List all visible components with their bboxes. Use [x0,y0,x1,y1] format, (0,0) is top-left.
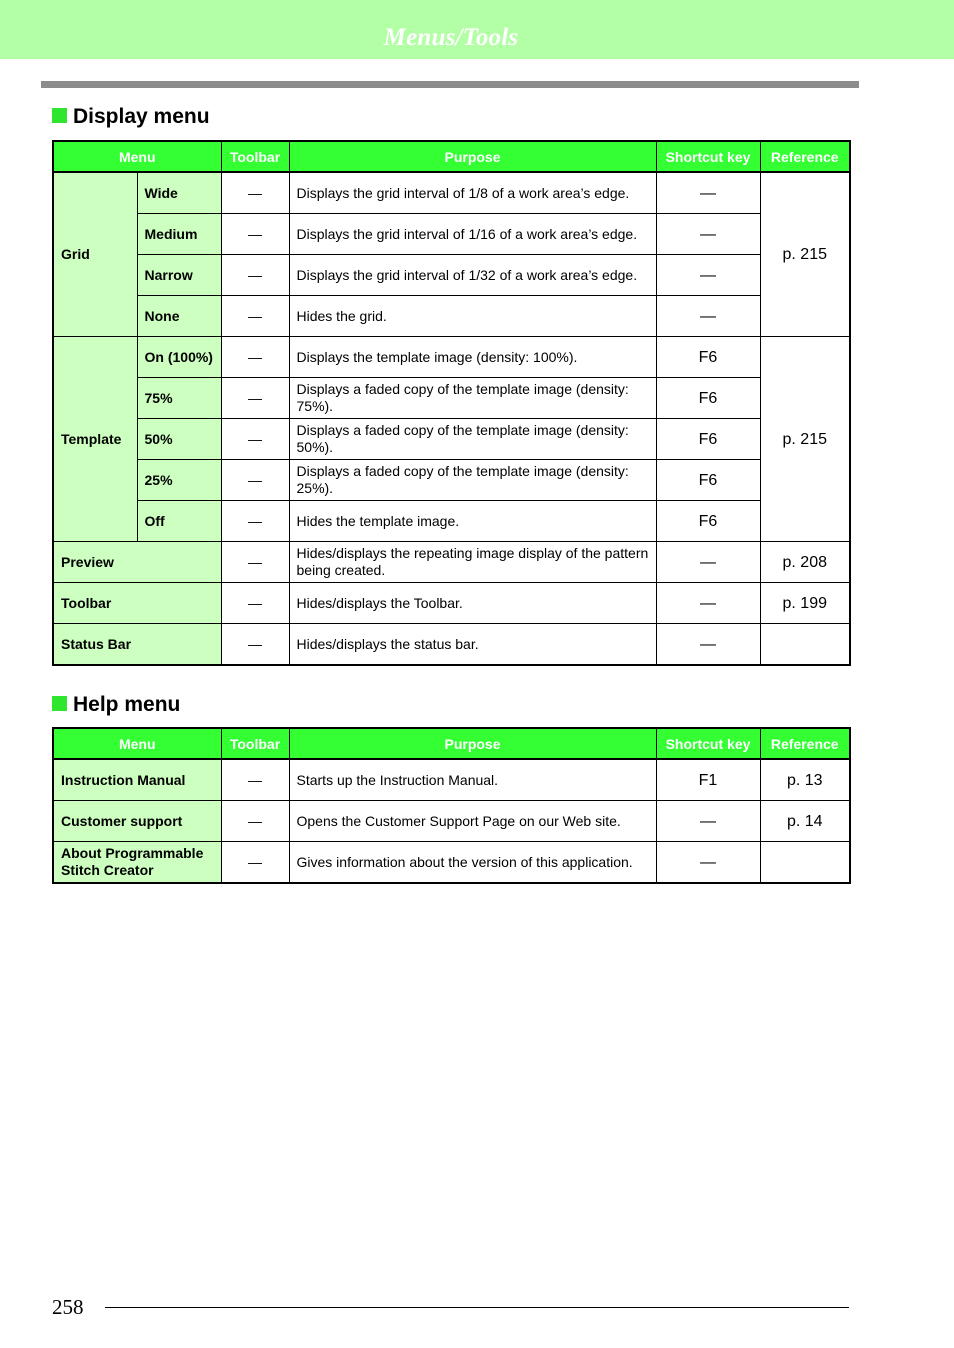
shortcut-cell: — [656,255,760,296]
toolbar-cell: — [221,172,289,214]
table-row [53,378,850,419]
display-menu-heading [52,104,210,130]
toolbar-cell: — [221,214,289,255]
menu-item: Off [137,501,221,542]
shortcut-cell: — [656,296,760,337]
table-row [53,759,850,801]
shortcut-cell: — [656,583,760,624]
reference-cell [760,842,850,884]
toolbar-cell: — [221,759,289,801]
table-row [53,337,850,378]
menu-item: On (100%) [137,337,221,378]
display-menu-table [52,140,851,666]
square-bullet-icon [52,108,67,123]
column-header-menu: Menu [53,141,221,172]
shortcut-cell: — [656,542,760,583]
page-header-title: Menus/Tools [383,24,519,51]
menu-item-customer-support: Customer support [53,801,221,842]
reference-cell: p. 199 [760,583,850,624]
table-row [53,460,850,501]
menu-item: Narrow [137,255,221,296]
purpose-cell: Hides/displays the repeating image display of the pattern being created. [289,542,656,583]
menu-item: None [137,296,221,337]
purpose-cell: Opens the Customer Support Page on our Web site. [289,801,656,842]
shortcut-cell: — [656,624,760,666]
reference-cell: p. 13 [760,759,850,801]
toolbar-cell: — [221,296,289,337]
menu-item: Wide [137,172,221,214]
table-row [53,255,850,296]
purpose-cell: Displays a faded copy of the template image (density: 75%). [289,378,656,419]
shortcut-cell: F6 [656,501,760,542]
toolbar-cell: — [221,842,289,884]
menu-item-status-bar: Status Bar [53,624,221,666]
column-header-reference: Reference [760,141,850,172]
purpose-cell: Hides/displays the status bar. [289,624,656,666]
column-header-purpose: Purpose [289,728,656,759]
column-header-menu: Menu [53,728,221,759]
table-row [53,172,850,214]
purpose-cell: Hides/displays the Toolbar. [289,583,656,624]
column-header-shortcut-key: Shortcut key [656,141,760,172]
table-row [53,801,850,842]
purpose-cell: Displays a faded copy of the template image (density: 25%). [289,460,656,501]
table-row [53,624,850,666]
table-row [53,501,850,542]
column-header-reference: Reference [760,728,850,759]
table-row [53,296,850,337]
help-menu-heading-text: Help menu [73,693,181,716]
toolbar-cell: — [221,378,289,419]
toolbar-cell: — [221,624,289,666]
purpose-cell: Displays the template image (density: 100%). [289,337,656,378]
menu-item: 75% [137,378,221,419]
table-header-row [53,141,850,172]
purpose-cell: Displays the grid interval of 1/16 of a work area’s edge. [289,214,656,255]
menu-item-instruction-manual: Instruction Manual [53,759,221,801]
column-header-purpose: Purpose [289,141,656,172]
toolbar-cell: — [221,337,289,378]
purpose-cell: Hides the template image. [289,501,656,542]
shortcut-cell: F6 [656,460,760,501]
menu-item: Medium [137,214,221,255]
purpose-cell: Displays a faded copy of the template image (density: 50%). [289,419,656,460]
menu-item-about: About Programmable Stitch Creator [53,842,221,884]
header-divider [41,81,859,88]
table-row [53,842,850,884]
shortcut-cell: F6 [656,337,760,378]
toolbar-cell: — [221,419,289,460]
footer-divider [105,1307,849,1308]
column-header-shortcut-key: Shortcut key [656,728,760,759]
purpose-cell: Displays the grid interval of 1/32 of a work area’s edge. [289,255,656,296]
purpose-cell: Gives information about the version of this application. [289,842,656,884]
shortcut-cell: — [656,214,760,255]
table-row [53,214,850,255]
purpose-cell: Hides the grid. [289,296,656,337]
table-header-row [53,728,850,759]
reference-cell: p. 208 [760,542,850,583]
purpose-cell: Displays the grid interval of 1/8 of a work area’s edge. [289,172,656,214]
shortcut-cell: F1 [656,759,760,801]
column-header-toolbar: Toolbar [221,728,289,759]
toolbar-cell: — [221,501,289,542]
help-menu-heading [52,692,180,718]
toolbar-cell: — [221,255,289,296]
toolbar-cell: — [221,542,289,583]
shortcut-cell: F6 [656,419,760,460]
display-menu-heading-text: Display menu [73,105,210,128]
square-bullet-icon [52,696,67,711]
toolbar-cell: — [221,583,289,624]
purpose-cell: Starts up the Instruction Manual. [289,759,656,801]
menu-item: 50% [137,419,221,460]
shortcut-cell: — [656,801,760,842]
menu-item: 25% [137,460,221,501]
page-number: 258 [52,1295,84,1319]
reference-cell: p. 215 [760,172,850,337]
shortcut-cell: F6 [656,378,760,419]
shortcut-cell: — [656,842,760,884]
table-row [53,419,850,460]
menu-item-toolbar: Toolbar [53,583,221,624]
column-header-toolbar: Toolbar [221,141,289,172]
help-menu-table [52,727,851,884]
reference-cell: p. 215 [760,337,850,542]
reference-cell: p. 14 [760,801,850,842]
menu-item-preview: Preview [53,542,221,583]
toolbar-cell: — [221,460,289,501]
menu-group-grid: Grid [53,172,137,337]
shortcut-cell: — [656,172,760,214]
toolbar-cell: — [221,801,289,842]
table-row [53,542,850,583]
menu-group-template: Template [53,337,137,542]
reference-cell [760,624,850,666]
table-row [53,583,850,624]
